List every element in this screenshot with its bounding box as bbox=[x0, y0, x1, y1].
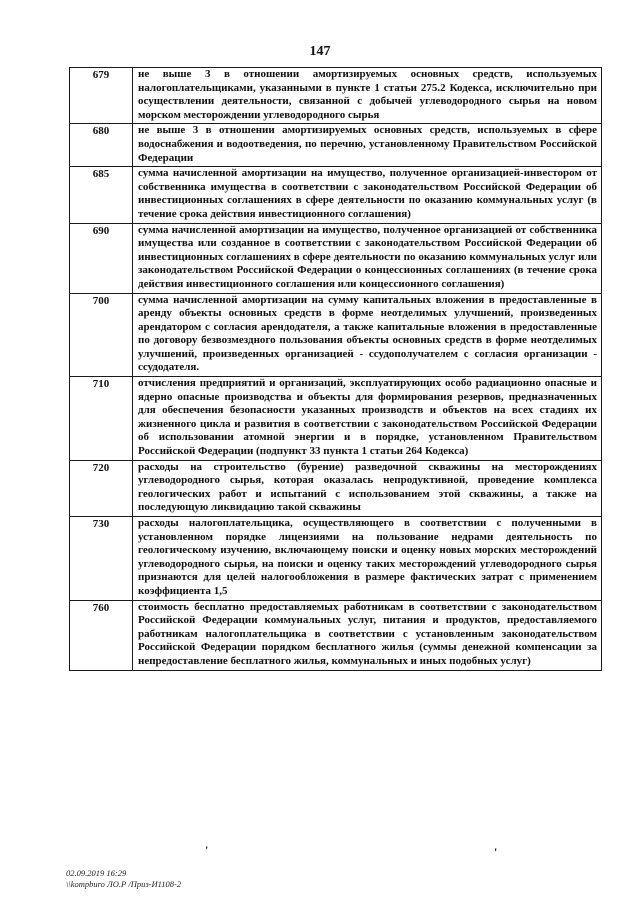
row-code: 690 bbox=[70, 223, 133, 293]
row-description: сумма начисленной амортизации на сумму капитальных вложения в предоставленные в аренду объекты основных средств в форме неотделимых улучшений, произведенных арендатором с согласия арендодателя, а также капитальные вложения в предоставленные по договору безвозмездного пользования объекты основных средств в форме неотделимых улучшений, произведенных организацией - ссудополучателем с согласия организации - ссудодателя. bbox=[133, 293, 602, 377]
row-description: расходы на строительство (бурение) разведочной скважины на месторождениях углеводородного сырья, которая оказалась непродуктивной, проведение комплекса геологических работ и испытаний с использованием этой скважины, а также на последующую ликвидацию такой скважины bbox=[133, 460, 602, 516]
footer-file-path: \\kompburo ЛО.Р /Приз-И1108-2 bbox=[66, 879, 182, 889]
scan-speck: ' bbox=[494, 845, 498, 859]
table-row bbox=[70, 600, 602, 670]
row-description: расходы налогоплательщика, осуществляющего в соответствии с полученными в установленном порядке лицензиями на пользование недрами деятельность по геологическому изучению, включающему поиски и оценку новых морских месторождений углеводородного сырья, на поиски и оценку таких месторождений углеводородного сырья признаются для целей налогообложения в размере фактических затрат с применением коэффициента 1,5 bbox=[133, 517, 602, 601]
row-code: 730 bbox=[70, 517, 133, 601]
row-code: 685 bbox=[70, 167, 133, 223]
table-row bbox=[70, 517, 602, 601]
row-description: сумма начисленной амортизации на имущество, полученное организацией от собственника имущества или созданное в соответствии с законодательством Российской Федерации об инвестиционных соглашениях в сфере деятельности по оказанию коммунальных услуг или законодательством Российской Федерации о концессионных соглашениях (в течение срока действия инвестиционного соглашения или концессионного соглашения) bbox=[133, 223, 602, 293]
page-number: 147 bbox=[309, 44, 331, 59]
row-description: стоимость бесплатно предоставляемых работникам в соответствии с законодательством Российской Федерации коммунальных услуг, питания и продуктов, предоставляемого работникам налогоплательщика в соответствии с установленным законодательством Российской Федерации порядком бесплатного жилья (суммы денежной компенсации за непредоставление бесплатного жилья, коммунальных и иных подобных услуг) bbox=[133, 600, 602, 670]
scan-speck: ' bbox=[205, 843, 209, 857]
table-row bbox=[70, 167, 602, 223]
row-code: 700 bbox=[70, 293, 133, 377]
row-code: 720 bbox=[70, 460, 133, 516]
row-description: сумма начисленной амортизации на имущество, полученное организацией-инвестором от собственника имущества в соответствии с законодательством Российской Федерации об инвестиционных соглашениях в сфере деятельности по оказанию коммунальных услуг (в течение срока действия инвестиционного соглашения) bbox=[133, 167, 602, 223]
row-description: не выше 3 в отношении амортизируемых основных средств, используемых в сфере водоснабжения и водоотведения, по перечню, установленному Правительством Российской Федерации bbox=[133, 124, 602, 167]
row-code: 679 bbox=[70, 68, 133, 124]
row-code: 680 bbox=[70, 124, 133, 167]
row-code: 760 bbox=[70, 600, 133, 670]
table-row bbox=[70, 377, 602, 461]
table-row bbox=[70, 293, 602, 377]
codes-table bbox=[69, 67, 602, 671]
table-row bbox=[70, 124, 602, 167]
row-code: 710 bbox=[70, 377, 133, 461]
table-row bbox=[70, 460, 602, 516]
row-description: не выше 3 в отношении амортизируемых основных средств, используемых налогоплательщиками, указанными в пункте 1 статьи 275.2 Кодекса, исключительно при осуществлении деятельности, связанной с добычей углеводородного сырья на новом морском месторождении углеводородного сырья bbox=[133, 68, 602, 124]
table-row bbox=[70, 223, 602, 293]
row-description: отчисления предприятий и организаций, эксплуатирующих особо радиационно опасные и ядерно опасные производства и объекты для формирования резервов, предназначенных для обеспечения безопасности указанных производств и объектов на всех стадиях их жизненного цикла и развития в соответствии с законодательством Российской Федерации об использовании атомной энергии и в порядке, установленном Правительством Российской Федерации (подпункт 33 пункта 1 статьи 264 Кодекса) bbox=[133, 377, 602, 461]
footer-date: 02.09.2019 16:29 bbox=[66, 868, 127, 878]
table-row bbox=[70, 68, 602, 124]
